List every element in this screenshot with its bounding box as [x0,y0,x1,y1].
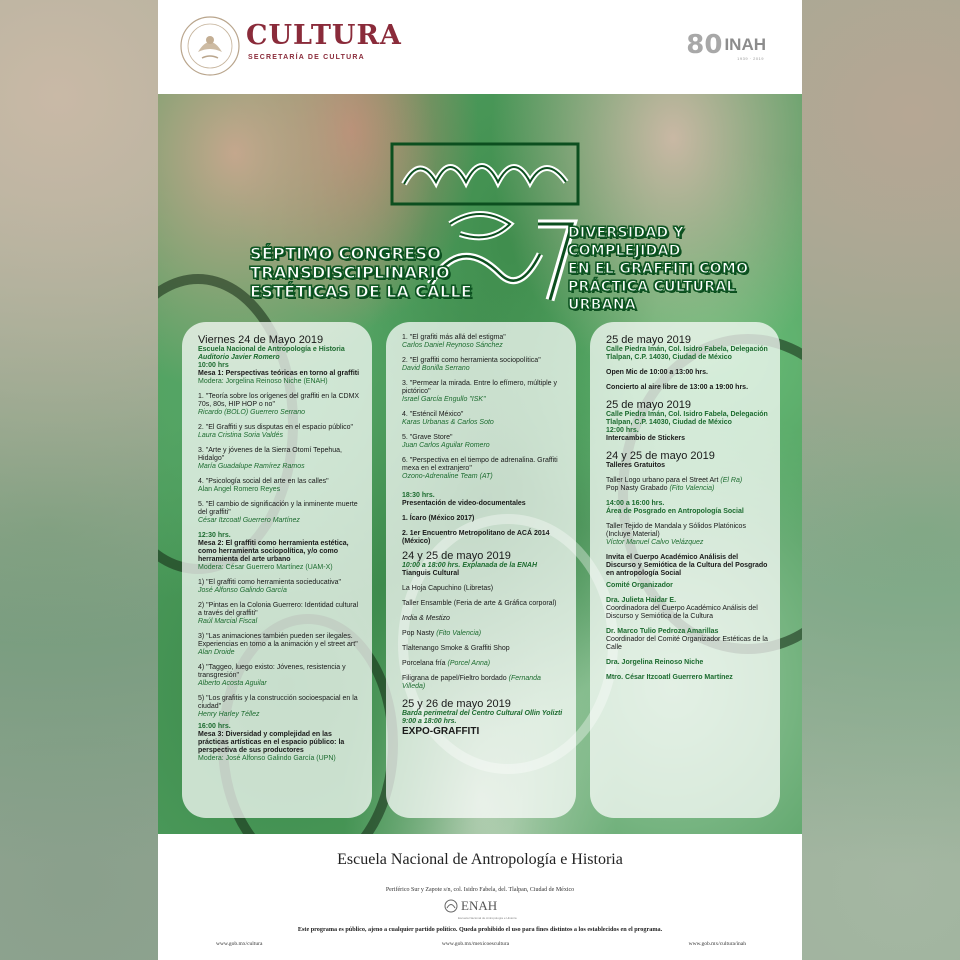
speaker: Ricardo (BOLO) Guerrero Serrano [198,409,305,416]
event-area: Área de Posgrado en Antropología Social [606,508,744,515]
enah-subtitle: Escuela Nacional de Antropología e Historia [458,916,517,920]
stall: India & Mestizo [402,615,450,622]
event-info: 10:00 a 18:00 hrs. Explanada de la ENAH [402,562,538,569]
talk-title: 3) "Las animaciones también pueden ser ilegales. Experiencias en torno a la animación y el street art" [198,633,358,648]
video-item: 2. 1er Encuentro Metropolitano de ACÁ 2014 (México) [402,530,550,545]
link-cultura[interactable]: www.gob.mx/cultura [216,941,263,947]
congress-title-line: TRANSDISCIPLINARIO [250,263,450,282]
session-time: 16:00 hrs. [198,723,231,730]
theme-title-line: COMPLEJIDAD [568,243,681,259]
event-address: Calle Piedra Imán, Col. Isidro Fabela, Delegación Tlalpan, C.P. 14030, Ciudad de México [606,411,768,426]
moderator: Modera: Jorgelina Reinoso Niche (ENAH) [198,378,328,385]
moderator: Modera: José Alfonso Galindo García (UPN) [198,755,336,762]
theme-title [568,224,749,314]
date-heading: Viernes 24 de Mayo 2019 [198,334,324,346]
enah-emblem-icon [444,899,458,913]
speaker: Alan Angel Romero Reyes [198,486,281,493]
auditorium: Auditorio Javier Romero [198,354,280,361]
event-item: Open Mic de 10:00 a 13:00 hrs. [606,369,708,376]
stall: La Hoja Capuchino (Libretas) [402,585,494,592]
panel-title: Mesa 1: Perspectivas teóricas en torno al graffiti [198,370,360,377]
congress-title-line: SÉPTIMO CONGRESO [250,244,442,263]
workshop-author: Víctor Manuel Calvo Velázquez [606,539,704,546]
speaker: Henry Harley Téllez [198,711,260,718]
talk-title: 2. "El Graffiti y sus disputas en el espacio público" [198,424,354,431]
enah-logo [444,898,497,914]
speaker: Raúl Marcial Fiscal [198,618,258,625]
talk-title: 5. "Grave Store" [402,434,453,441]
theme-title-line: DIVERSIDAD Y [568,225,684,241]
session-time: 18:30 hrs. [402,492,435,499]
talk-title: 2. "El graffiti como herramienta sociopolítica" [402,357,541,364]
workshop-name: Taller Logo urbano para el Street Art [606,477,719,484]
stall-name: Pop Nasty [402,630,435,637]
video-item: 1. Ícaro (México 2017) [402,515,475,522]
event-info: Barda perimetral del Centro Cultural Ollin Yolizti [402,710,563,717]
legal-notice: Este programa es público, ajeno a cualquier partido político. Queda prohibido el uso para fines distintos a los establecidos en el programa. [297,926,663,933]
talk-title: 4) "Taggeo, luego existo: Jóvenes, resistencia y transgresión" [198,664,346,679]
talk-title: 4. "Psicología social del arte en las calles" [198,478,329,485]
talk-title: 1. "Teoría sobre los orígenes del graffiti en la CDMX 70s, 80s, HIP HOP o no" [198,393,360,408]
committee-member: Dra. Jorgelina Reinoso Niche [606,659,704,666]
speaker: Laura Cristina Soria Valdés [198,432,283,439]
mexico-seal-icon [178,14,242,78]
panel-title: Mesa 3: Diversidad y complejidad en las prácticas artísticas en el espacio público: la perspectiva de sus productores [198,731,345,754]
talk-title: 5. "El cambio de significación y la inminente muerte del graffiti" [198,501,358,516]
talk-title: 4. "Esténcil México" [402,411,464,418]
speaker: María Guadalupe Ramírez Ramos [198,463,305,470]
committee-member: Mtro. César Itzcoatl Guerrero Martínez [606,674,733,681]
speaker: César Itzcoatl Guerrero Martínez [198,517,300,524]
inah-anniversary-number: 80 [686,30,723,60]
event-time: 12:00 hrs. [606,427,639,434]
panel-title: Mesa 2: El graffiti como herramienta estética, como herramienta sociopolítica, y/o como herramienta del arte urbano [198,540,349,563]
workshop-author: (Fito Valencia) [669,485,715,492]
date-heading: 25 de mayo 2019 [606,399,692,411]
talk-title: 3. "Arte y jóvenes de la Sierra Otomí Tepehua, Hidalgo" [198,447,342,462]
committee-role: Coordinador del Comité Organizador Estéticas de la Calle [606,636,768,651]
stall [402,630,566,638]
speaker: Ozono-Adrenaline Team (AT) [402,473,493,480]
date-heading: 24 y 25 de mayo 2019 [402,550,511,562]
event-address: Calle Piedra Imán, Col. Isidro Fabela, Delegación Tlalpan, C.P. 14030, Ciudad de México [606,346,768,361]
talk-title: 5) "Los grafitis y la construcción socioespacial en la ciudad" [198,695,358,710]
program-column-2 [386,322,576,818]
stall: Tlaltenango Smoke & Graffiti Shop [402,645,510,652]
program-column-3 [590,322,780,818]
theme-title-line: EN EL GRAFFITI COMO [568,261,749,277]
school-name: Escuela Nacional de Antropología e Historia [337,851,623,868]
date-heading: 25 de mayo 2019 [606,334,692,346]
link-mexicoescultura[interactable]: www.gob.mx/mexicoescultura [441,941,510,947]
congress-title-line: ESTÉTICAS DE LA CALLE [250,282,473,301]
speaker: Carlos Daniel Reynoso Sánchez [402,342,503,349]
speaker: Juan Carlos Aguilar Romero [402,442,490,449]
cultura-brand: CULTURA [246,20,402,51]
talk-title: 6. "Perspectiva en el tiempo de adrenalina. Graffiti mexa en el extranjero" [402,457,558,472]
link-inah[interactable]: www.gob.mx/cultura/inah [688,941,746,947]
congress-title [250,244,473,301]
stall-author: (Porcel Anna) [447,660,491,667]
session-time: 10:00 hrs [198,362,229,369]
session-time: 12:30 hrs. [198,532,231,539]
video-heading: Presentación de video-documentales [402,500,526,507]
footer-links [216,941,746,947]
committee-member: Dra. Julieta Haidar E. [606,597,677,604]
moderator: Modera: César Guerrero Martínez (UAM-X) [198,564,333,571]
secretaria-label: SECRETARÍA DE CULTURA [248,54,365,61]
committee-role: Coordinadora del Cuerpo Académico Análisis del Discurso y Semiótica de la Cultura [606,605,758,620]
inah-years: 1939 · 2019 [737,56,764,61]
workshop [606,485,770,493]
venue: Escuela Nacional de Antropología e Historia [198,346,345,353]
inah-label: INAH [724,35,766,54]
talk-title: 3. "Permear la mirada. Entre lo efímero, múltiple y pictórico" [402,380,557,395]
talk-title: 1) "El graffiti como herramienta socieducativa" [198,579,341,586]
stall-author: (Fito Valencia) [436,630,482,637]
speaker: José Alfonso Galindo García [198,587,287,594]
event-item: Intercambio de Stickers [606,435,685,442]
enah-label: ENAH [461,898,498,913]
school-address: Periférico Sur y Zapote s/n, col. Isidro Fabela, del. Tlalpan, Ciudad de México [385,887,575,893]
date-heading: 24 y 25 de mayo 2019 [606,450,715,462]
workshop-name: Taller Tejido de Mandala y Sólidos Platónicos (Incluye Material) [606,523,746,538]
stall [402,660,566,668]
committee-member: Dr. Marco Tulio Pedroza Amarillas [606,628,719,635]
stall-name: Filigrana de papel/Fieltro bordado [402,675,507,682]
stall: Taller Ensamble (Feria de arte & Gráfica corporal) [402,600,557,607]
workshop [606,477,770,485]
event-time: 14:00 a 16:00 hrs. [606,500,665,507]
invitation: Invita el Cuerpo Académico Análisis del Discurso y Semiótica de la Cultura del Posgrado en antropología Social [606,554,768,577]
expo-graffiti-title: EXPO-GRAFFITI [402,726,480,737]
talk-title: 1. "El grafiti más allá del estigma" [402,334,506,341]
committee-heading: Comité Organizador [606,582,673,589]
event-time: 9:00 a 18:00 hrs. [402,718,457,725]
speaker: Israel García Engullo "ISK" [402,396,486,403]
stall-author: (Fernanda Villeda) [402,675,541,690]
stall-name: Porcelana fría [402,660,446,667]
speaker: Alan Droide [198,649,235,656]
talk-title: 2) "Pintas en la Colonia Guerrero: Identidad cultural a través del graffiti" [198,602,359,617]
speaker: Karas Urbanas & Carlos Soto [402,419,494,426]
speaker: David Bonilla Serrano [402,365,470,372]
event-item: Concierto al aire libre de 13:00 a 19:00 hrs. [606,384,749,391]
workshop-name: Pop Nasty Grabado [606,485,668,492]
date-heading: 25 y 26 de mayo 2019 [402,698,511,710]
workshop-author: (El Ra) [720,477,743,484]
theme-title-line: URBANA [568,297,637,313]
event-title: Tianguis Cultural [402,570,460,577]
speaker: Alberto Acosta Aguilar [198,680,267,687]
workshops-heading: Talleres Gratuitos [606,462,666,469]
stall [402,675,566,691]
theme-title-line: PRÁCTICA CULTURAL [568,279,736,295]
program-column-1 [182,322,372,818]
